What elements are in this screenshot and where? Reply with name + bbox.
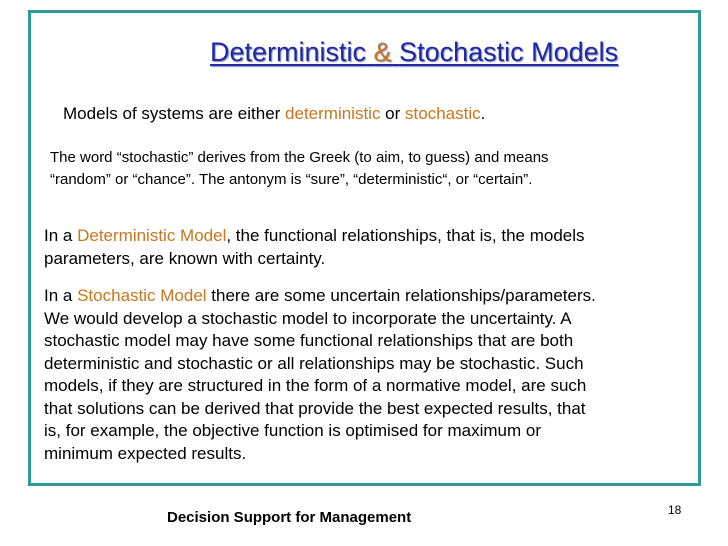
etymology-line-1: The word “stochastic” derives from the Greek (to aim, to guess) and means — [50, 149, 549, 166]
etymology-line-2: “random” or “chance”. The antonym is “sure”, “deterministic“, or “certain”. — [50, 171, 533, 188]
intro-sentence — [63, 104, 485, 124]
title-ampersand: & — [373, 37, 392, 67]
stochastic-model-term: Stochastic Model — [77, 286, 207, 305]
stochastic-line-1-rest: there are some uncertain relationships/parameters. — [206, 286, 596, 305]
intro-term-stochastic: stochastic — [405, 104, 481, 123]
deterministic-line-2: parameters, are known with certainty. — [44, 248, 326, 268]
deterministic-line-1-rest: , the functional relationships, that is, the models — [226, 226, 585, 245]
deterministic-model-term: Deterministic Model — [77, 226, 227, 245]
stochastic-line-3: stochastic model may have some functional relationships that are both — [44, 331, 574, 350]
deterministic-prefix: In a — [44, 226, 78, 245]
intro-term-deterministic: deterministic — [285, 104, 381, 123]
stochastic-line-5: models, if they are structured in the form of a normative model, are such — [44, 376, 587, 395]
deterministic-line-1 — [44, 225, 706, 248]
footer-course-title: Decision Support for Management — [167, 509, 412, 526]
etymology-note — [50, 147, 690, 191]
intro-after: . — [480, 104, 486, 123]
stochastic-paragraph — [44, 285, 706, 465]
slide-title — [210, 37, 618, 68]
stochastic-line-2: We would develop a stochastic model to incorporate the uncertainty. A — [44, 308, 572, 328]
stochastic-line-1 — [44, 285, 706, 308]
title-part-deterministic: Deterministic — [210, 37, 367, 67]
page-number: 18 — [668, 503, 682, 517]
intro-middle: or — [380, 104, 406, 123]
title-part-stochastic: Stochastic Models — [399, 37, 619, 67]
deterministic-paragraph — [44, 225, 706, 270]
stochastic-line-8: minimum expected results. — [44, 443, 247, 463]
stochastic-prefix: In a — [44, 286, 78, 305]
stochastic-line-7: is, for example, the objective function is optimised for maximum or — [44, 421, 541, 440]
stochastic-line-6: that solutions can be derived that provide the best expected results, that — [44, 398, 586, 418]
stochastic-line-4: deterministic and stochastic or all relationships may be stochastic. Such — [44, 353, 584, 373]
intro-before: Models of systems are either — [63, 104, 286, 123]
